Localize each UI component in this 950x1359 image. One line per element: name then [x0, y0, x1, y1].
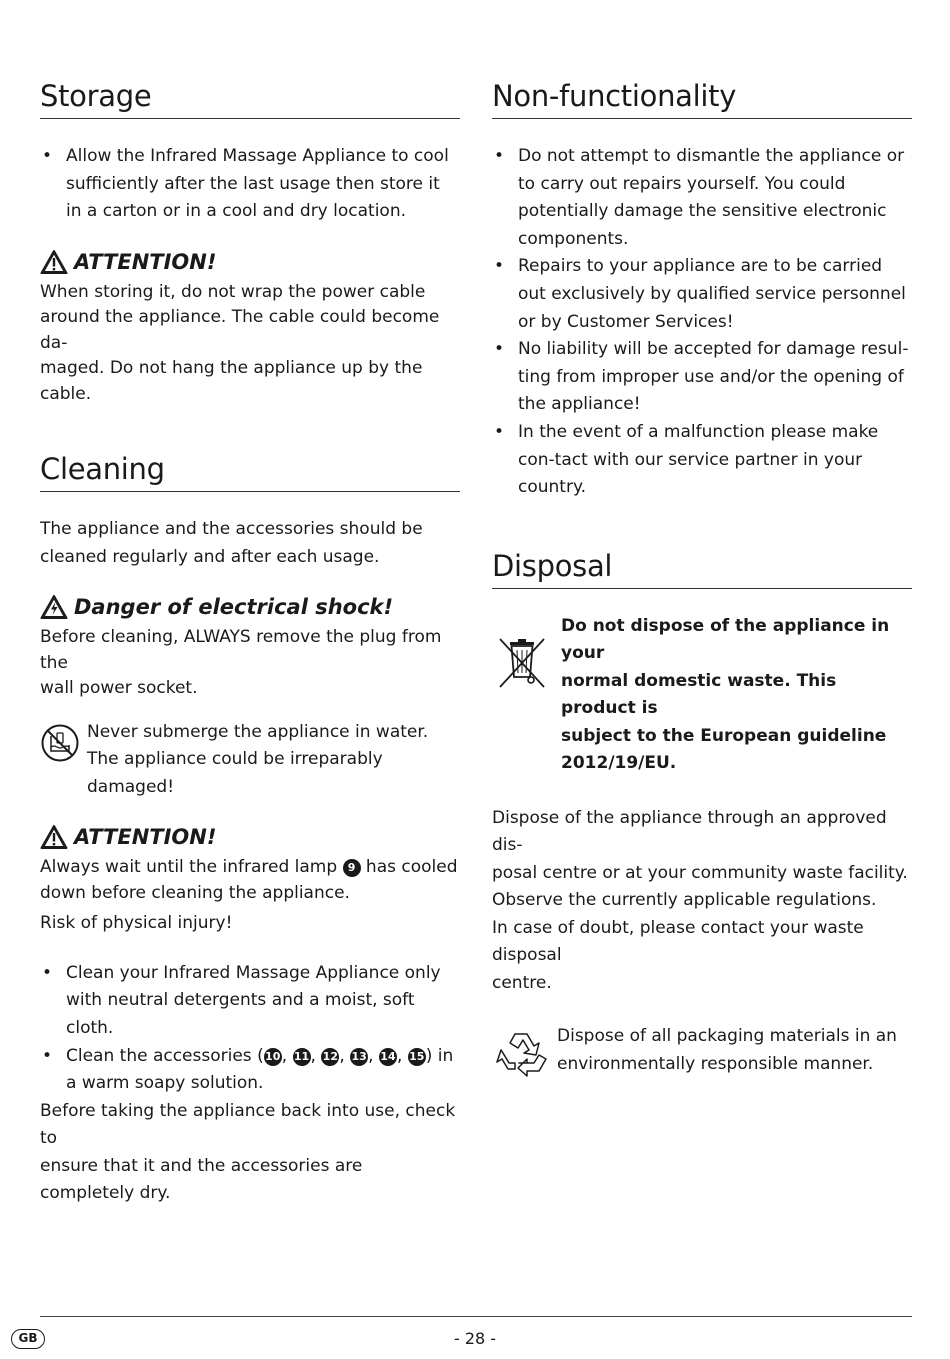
warning-triangle-icon [40, 249, 68, 275]
footer-divider [40, 1316, 912, 1317]
storage-heading: Storage [40, 76, 460, 119]
list-item: • Repairs to your appliance are to be carried out exclusively by qualified service personnel or by Customer Services! [494, 256, 906, 332]
cleaning-intro: The appliance and the accessories should be cleaned regularly and after each usage. [40, 519, 423, 567]
list-item: • Clean your Infrared Massage Appliance only with neutral detergents and a moist, soft cloth. [42, 962, 441, 1038]
cleaning-attention-heading: ATTENTION! [40, 823, 460, 851]
list-item: • Do not attempt to dismantle the appliance or to carry out repairs yourself. You could potentially damage the sensitive electronic components. [494, 146, 905, 249]
disposal-text: Dispose of the appliance through an approved dis- posal centre or at your community waste facility. Observe the currently applicable regulations. In case of doubt, please contact your waste disposal centre. [492, 807, 908, 993]
part-number-badge: 15 [408, 1048, 426, 1066]
part-number-badge: 14 [379, 1048, 397, 1066]
disposal-heading: Disposal [492, 546, 912, 589]
warning-triangle-icon [40, 824, 68, 850]
part-number-badge: 12 [321, 1048, 339, 1066]
storage-bullet-list [40, 143, 460, 226]
part-number-badge: 9 [343, 859, 361, 877]
list-item: • Clean the accessories (10, 11, 12, 13, 14, 15) in a warm soapy solution. [42, 1045, 454, 1094]
no-submerge-notice: Never submerge the appliance in water. The appliance could be irreparably damaged! [40, 719, 460, 802]
part-number-badge: 11 [293, 1048, 311, 1066]
list-item: • No liability will be accepted for damage resul-ting from improper use and/or the opening of the appliance! [494, 339, 909, 415]
left-column [40, 76, 460, 1208]
cleaning-closing-text: Before taking the appliance back into use, check to ensure that it and the accessories are completely dry. [40, 1100, 456, 1204]
part-number-badge: 10 [264, 1048, 282, 1066]
storage-attention-text: When storing it, do not wrap the power cable around the appliance. The cable could become da- maged. Do not hang the appliance up by the cable. [40, 281, 440, 404]
language-badge: GB [11, 1329, 45, 1349]
cleaning-heading: Cleaning [40, 449, 460, 492]
non-functionality-bullet-list [492, 143, 912, 502]
electrical-shock-text: Before cleaning, ALWAYS remove the plug from the wall power socket. [40, 627, 442, 699]
cleaning-attention-text: Always wait until the infrared lamp 9 has cooled down before cleaning the appliance. Risk of physical injury! [40, 857, 458, 934]
page-number: - 28 - [453, 1329, 497, 1348]
electric-shock-warning-icon [40, 594, 68, 620]
recycling-icon [494, 1029, 550, 1081]
no-submerge-icon [40, 723, 80, 763]
list-item: • In the event of a malfunction please make con-tact with our service partner in your country. [494, 421, 879, 498]
cleaning-bullet-list [40, 960, 460, 1098]
storage-attention-heading: ATTENTION! [40, 248, 460, 276]
electrical-shock-heading: Danger of electrical shock! [40, 593, 460, 621]
list-item: • Allow the Infrared Massage Appliance to cool sufficiently after the last usage then store it in a carton or in a cool and dry location. [42, 146, 449, 222]
weee-notice: Do not dispose of the appliance in your normal domestic waste. This product is subject to the European guideline 2012/19/EU. [492, 613, 912, 778]
crossed-out-wheelie-bin-icon [496, 635, 550, 691]
right-column [492, 76, 912, 1078]
part-number-badge: 13 [350, 1048, 368, 1066]
non-functionality-heading: Non-functionality [492, 76, 912, 119]
packaging-notice: Dispose of all packaging materials in an environmentally responsible manner. [492, 1023, 912, 1078]
